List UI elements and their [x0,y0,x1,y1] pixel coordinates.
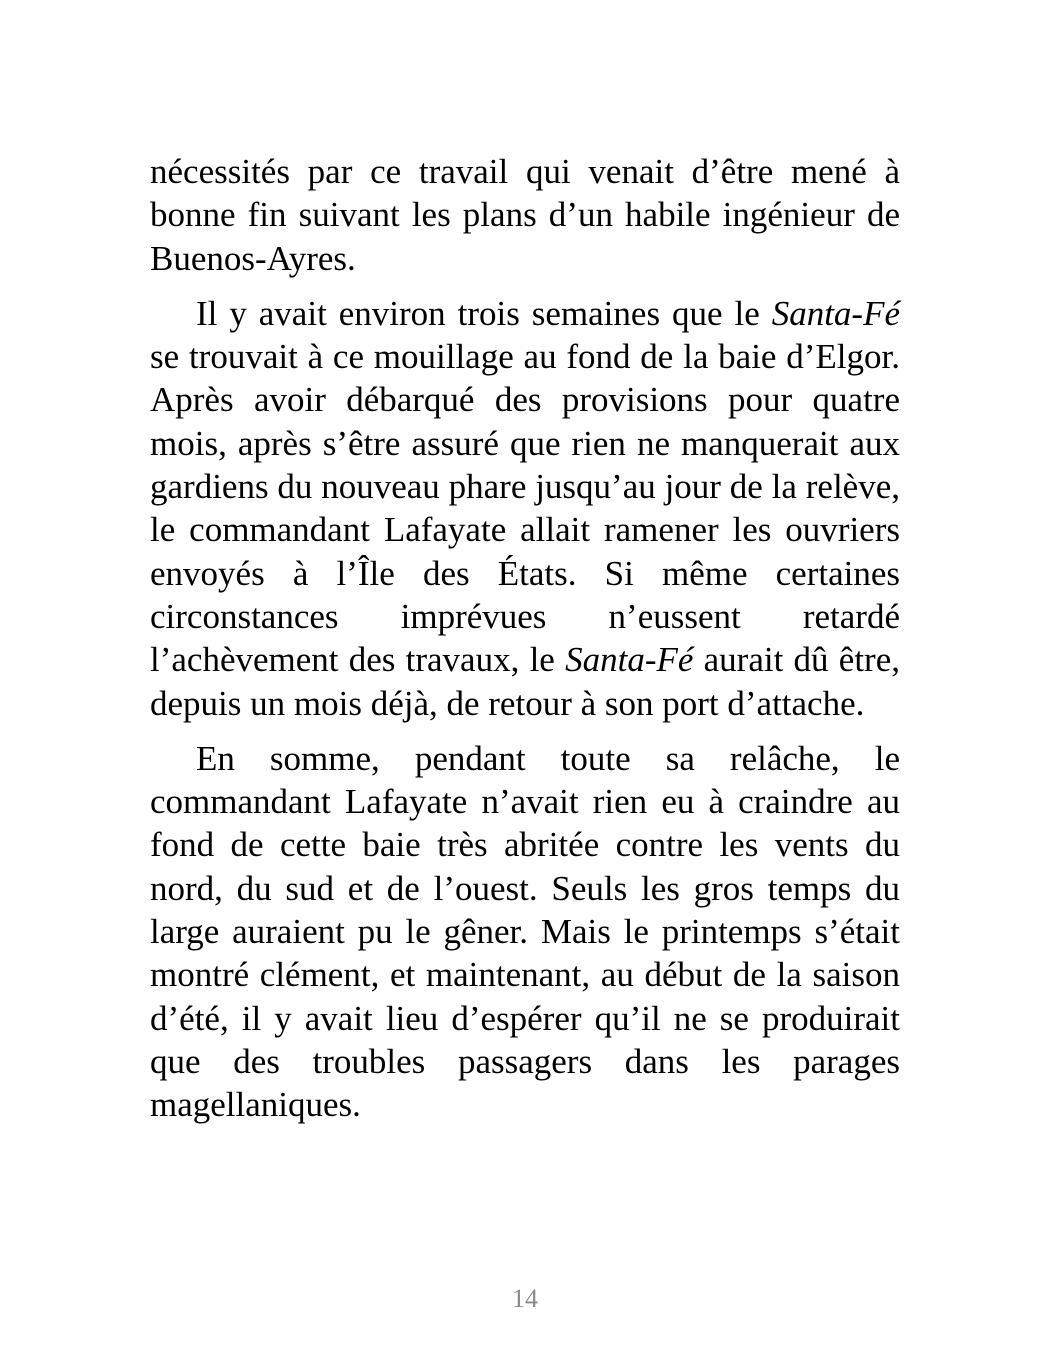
paragraph-2-text-3: aurait dû être, depuis un mois déjà, de retour à son port d’attache. [150,640,900,723]
ship-name-santa-fe: Santa-Fé [771,293,900,333]
page-number: 14 [512,1284,538,1313]
body-text [150,150,900,1127]
paragraph-2 [150,292,900,725]
paragraph-2-text-1: Il y avait environ trois semaines que le [196,293,772,333]
paragraph-1-text: nécessités par ce travail qui venait d’être mené à bonne fin suivant les plans d’un habile ingénieur de Buenos-Ayres. [150,152,900,278]
ship-name-santa-fe: Santa-Fé [565,640,694,680]
paragraph-3-text: En somme, pendant toute sa relâche, le commandant Lafayate n’avait rien eu à craindre au fond de cette baie très abritée contre les vents du nord, du sud et de l’ouest. Seuls les gros temps du large auraient pu le gêner. Mais le printemps s’était montré clément, et maintenant, au début de la saison d’été, il y avait lieu d’espérer qu’il ne se produirait que des troubles passagers dans les parages magellaniques. [150,738,900,1125]
paragraph-3 [150,737,900,1127]
paragraph-2-text-2: se trouvait à ce mouillage au fond de la baie d’Elgor. Après avoir débarqué des provisions pour quatre mois, après s’être assuré que rien ne manquerait aux gardiens du nouveau phare jusqu’au jour de la relève, le commandant Lafayate allait ramener les ouvriers envoyés à l’Île des États. Si même certaines circonstances imprévues n’eussent retardé l’achèvement des travaux, le [150,337,900,680]
paragraph-1 [150,150,900,280]
